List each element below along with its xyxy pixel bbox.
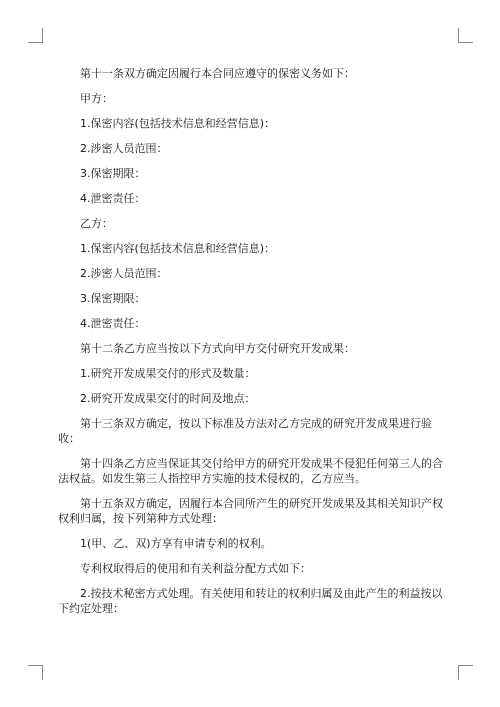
party-a-item-2: 2.涉密人员范围：: [80, 142, 168, 155]
party-a-item-4: 4.泄密责任：: [80, 192, 146, 205]
article-14: 第十四条乙方应当保证其交付给甲方的研究开发成果不侵犯任何第三人的合法权益。如发生第三人指控甲方实施的技术侵权的，乙方应当。: [58, 457, 443, 485]
article-12-item-1: 1.研究开发成果交付的形式及数量：: [80, 367, 256, 380]
party-b-item-1: 1.保密内容(包括技术信息和经营信息)：: [80, 242, 276, 255]
crop-mark-bottom-right: [458, 665, 473, 680]
party-b-item-4: 4.泄密责任：: [80, 317, 146, 330]
party-a-item-3: 3.保密期限：: [80, 167, 146, 180]
party-a-item-1: 1.保密内容(包括技术信息和经营信息)：: [80, 117, 276, 130]
article-12-item-2: 2.研究开发成果交付的时间及地点：: [80, 392, 256, 405]
patent-usage-clause: 专利权取得后的使用和有关利益分配方式如下：: [80, 562, 311, 575]
party-a-label: 甲方：: [80, 92, 113, 105]
document-body: [58, 66, 444, 616]
article-13: 第十三条双方确定，按以下标准及方法对乙方完成的研究开发成果进行验收：: [58, 417, 432, 445]
article-11-heading: 第十一条双方确定因履行本合同应遵守的保密义务如下：: [80, 67, 355, 80]
article-15: 第十五条双方确定，因履行本合同所产生的研究开发成果及其相关知识产权权利归属，按下列第种方式处理：: [58, 497, 443, 525]
crop-mark-bottom-left: [28, 665, 43, 680]
article-12-heading: 第十二条乙方应当按以下方式向甲方交付研究开发成果：: [80, 342, 355, 355]
party-b-item-2: 2.涉密人员范围：: [80, 267, 168, 280]
article-15-item-2: 2.按技术秘密方式处理。有关使用和转让的权利归属及由此产生的利益按以下约定处理：: [58, 587, 443, 615]
crop-mark-top-right: [458, 28, 473, 43]
article-15-item-1: 1(甲、乙、双)方享有申请专利的权利。: [80, 537, 272, 550]
crop-mark-top-left: [28, 28, 43, 43]
party-b-item-3: 3.保密期限：: [80, 292, 146, 305]
party-b-label: 乙方：: [80, 217, 113, 230]
